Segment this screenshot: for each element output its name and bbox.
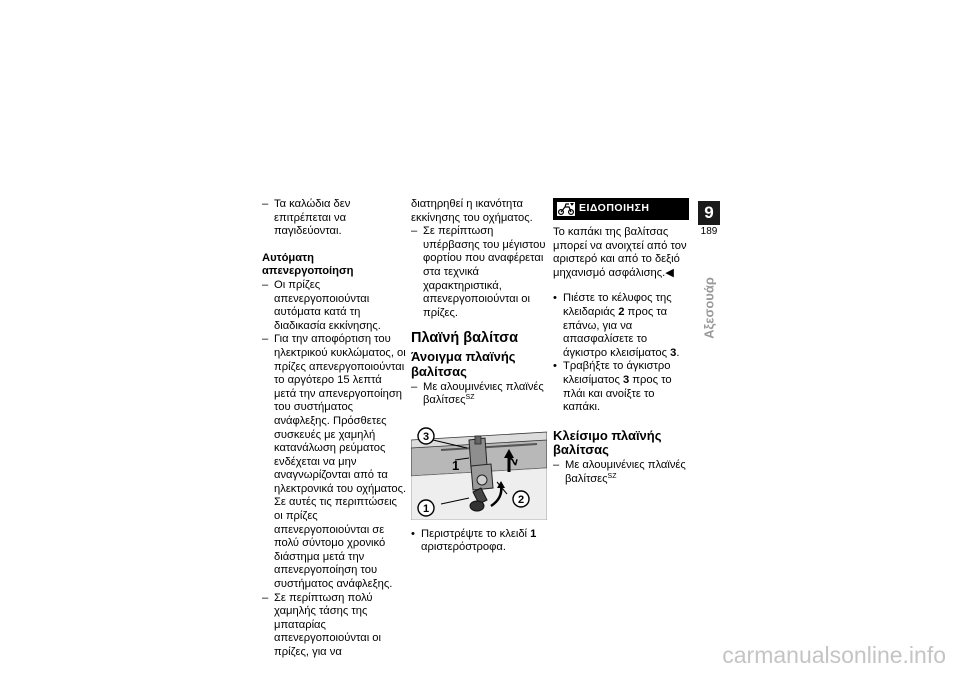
notice-banner [553,198,689,220]
dash-item-cables: – Τα καλώδια δεν επιτρέπεται να παγιδεύονται. [262,198,407,239]
callout-1 [418,500,434,516]
subsection-title-open: Άνοιγμα πλαϊνής βαλίτσας [411,349,516,379]
bullet-turn-key: • Περιστρέψτε το κλειδί 1 αριστερόστροφα. [411,528,549,555]
continued-text: διατηρηθεί η ικανότητα εκκίνησης του οχήματος. [411,198,533,224]
dash-item-aluminium: – Με αλουμινένιες πλαϊνές βαλίτσες$^{SZ}$ [411,381,549,408]
lock-illustration-svg [411,418,547,520]
motorcycle-warning-icon [553,198,579,220]
section-title-side-case: Πλαϊνή βαλίτσα [411,330,519,347]
column-3 [553,198,691,486]
side-chapter-label-text: Αξεσουάρ [701,277,716,339]
watermark: carmanualsonline.info [722,642,946,668]
column-1 [262,198,407,660]
svg-text:2: 2 [517,493,525,506]
svg-text:1: 1 [452,457,460,473]
callout-1-arrow [452,458,459,473]
svg-text:2: 2 [504,455,521,467]
subsection-title-close: Κλείσιμο πλαϊνής βαλίτσας [553,427,662,458]
side-case-lock-illustration [411,418,547,520]
svg-text:1: 1 [422,502,430,515]
heading-auto-off: Αυτόματη απενεργοποίηση [262,251,354,278]
bullet-pull-hook: • Τραβήξτε το άγκιστρο κλεισίματος 3 προς το πλάι και ανοίξτε το καπάκι. [553,360,691,414]
dash-item-low-voltage: – Σε περίπτωση πολύ χαμηλής τάσης της μπαταρίας απενεργοποιούνται οι πρίζες, για να [262,592,407,660]
callout-3 [418,428,434,444]
side-chapter-label [700,278,717,338]
sz-superscript: SZ [465,394,475,402]
svg-text:3: 3 [422,430,430,443]
end-mark: ◀ [665,266,674,279]
dash-item-discharge: – Για την αποφόρτιση του ηλεκτρικού κυκλώματος, οι πρίζες απενεργοποιούνται το αργότερο 15 λεπτά μετά την απενεργοποίηση του συστήματος ανάφλεξης. Πρόσθετες συσκευές με χαμηλή κατανάλωση ρεύματος ενδέχεται να μην αναγνωρίζονται από τα ηλεκτρονικά του οχήματος. Σε αυτές τις περιπτώσεις οι πρίζες απενεργοποιούνται σε πολύ σύντομο χρονικό διάστημα μετά την απενεργοποίηση του συστήματος ανάφλεξης. [262,333,407,591]
chapter-number: 9 [698,201,720,225]
dash-item-aluminium-close: – Με αλουμινένιες πλαϊνές βαλίτσες$^{SZ}$ [553,459,691,486]
bullet-press-lock: • Πιέστε το κέλυφος της κλειδαριάς 2 προς τα επάνω, για να απασφαλίσετε το άγκιστρο κλεισίματος 3. [553,292,691,360]
chapter-tab [698,201,720,237]
callout-2 [513,491,529,507]
page-number: 189 [700,226,718,237]
dash-item-start: – Οι πρίζες απενεργοποιούνται αυτόματα κατά τη διαδικασία εκκίνησης. [262,279,407,333]
dash-item-overload: – Σε περίπτωση υπέρβασης του μέγιστου φορτίου που αναφέρεται στα τεχνικά χαρακτηριστικά, απενεργοποιούνται οι πρίζες. [411,225,549,320]
notice-text: Το καπάκι της βαλίτσας μπορεί να ανοιχτεί από τον αριστερό και από το δεξιό μηχανισμό ασφάλισης.◀ [553,226,687,279]
notice-title: ΕΙΔΟΠΟΙΗΣΗ [579,202,650,215]
column-2 [411,198,549,555]
sz-superscript: SZ [607,472,617,480]
